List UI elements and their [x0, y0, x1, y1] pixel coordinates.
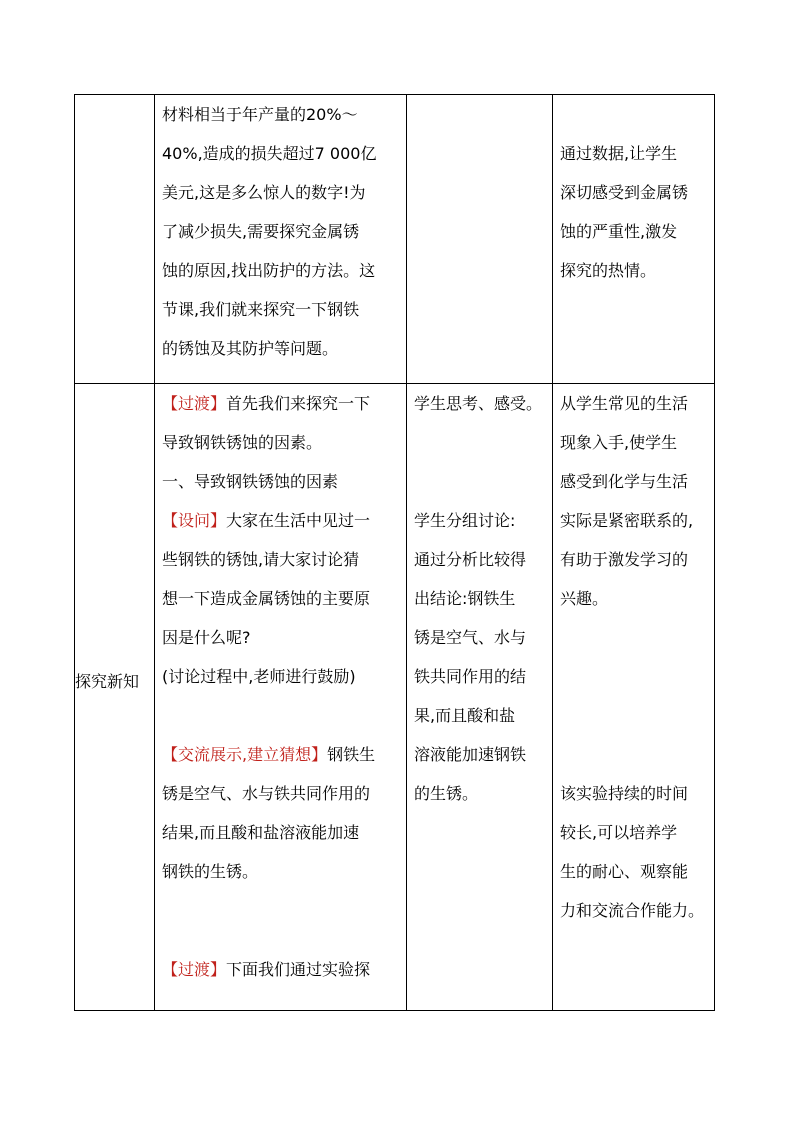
text-line: 较长,可以培养学: [560, 823, 678, 842]
text-line: 果,而且酸和盐: [414, 706, 516, 725]
text-line: 感受到化学与生活: [560, 472, 689, 491]
text-line: 现象入手,使学生: [560, 433, 678, 452]
text-line: 锈是空气、水与铁共同作用的: [162, 784, 371, 803]
text-line: (讨论过程中,老师进行鼓励): [162, 667, 356, 686]
text-line: 实际是紧密联系的,: [560, 511, 694, 530]
text-line: 从学生常见的生活: [560, 394, 689, 413]
text-span: 大家在生活中见过一: [226, 511, 371, 530]
design-intent-cell: [553, 384, 715, 1011]
teacher-activity-cell: [155, 384, 407, 1011]
text-line: 钢铁的生锈。: [162, 862, 259, 881]
text-line: 生的耐心、观察能: [560, 862, 689, 881]
text-line: 探究的热情。: [560, 261, 657, 280]
student-activity-cell: [407, 384, 553, 1011]
section-heading: 一、导致钢铁锈蚀的因素: [162, 472, 339, 491]
text-line: 深切感受到金属锈: [560, 183, 689, 202]
text-line: 通过数据,让学生: [560, 144, 678, 163]
text-line: 该实验持续的时间: [560, 784, 689, 803]
table-row: [75, 384, 715, 1011]
design-intent-cell: [553, 95, 715, 384]
teacher-activity-cell: [155, 95, 407, 384]
text-line: 蚀的原因,找出防护的方法。这: [162, 261, 376, 280]
text-line: 通过分析比较得: [414, 550, 527, 569]
text-line: 锈是空气、水与: [414, 628, 527, 647]
stage-cell: [75, 384, 155, 1011]
text-line: 些钢铁的锈蚀,请大家讨论猜: [162, 550, 360, 569]
text-line: [162, 735, 402, 774]
text-line: 的生锈。: [414, 784, 479, 803]
text-line: 了减少损失,需要探究金属锈: [162, 222, 360, 241]
text-span: 首先我们来探究一下: [226, 394, 371, 413]
lesson-plan-table: [74, 94, 715, 1011]
text-line: 铁共同作用的结: [414, 667, 527, 686]
table-row: [75, 95, 715, 384]
text-line: 出结论:钢铁生: [414, 589, 516, 608]
text-line: 结果,而且酸和盐溶液能加速: [162, 823, 360, 842]
text-span: 钢铁生: [327, 745, 376, 764]
question-tag: 【设问】: [162, 511, 227, 530]
text-line: 溶液能加速钢铁: [414, 745, 527, 764]
text-span: 下面我们通过实验探: [226, 960, 371, 979]
text-line: 学生分组讨论:: [414, 511, 516, 530]
transition-tag: 【过渡】: [162, 394, 227, 413]
text-line: [162, 384, 402, 423]
text-line: 兴趣。: [560, 589, 609, 608]
text-line: 力和交流合作能力。: [560, 901, 705, 920]
exchange-tag: 【交流展示,建立猜想】: [162, 745, 328, 764]
text-line: 的锈蚀及其防护等问题。: [162, 339, 339, 358]
text-line: 学生思考、感受。: [414, 394, 543, 413]
text-line: 40%,造成的损失超过7 000亿: [162, 144, 377, 163]
text-line: 美元,这是多么惊人的数字!为: [162, 183, 366, 202]
text-line: 蚀的严重性,激发: [560, 222, 678, 241]
transition-tag: 【过渡】: [162, 960, 227, 979]
text-line: [162, 950, 402, 989]
text-line: 有助于激发学习的: [560, 550, 689, 569]
stage-cell: [75, 95, 155, 384]
student-activity-cell: [407, 95, 553, 384]
text-line: 材料相当于年产量的20%～: [162, 105, 358, 124]
text-line: [162, 501, 402, 540]
stage-label: 探究新知: [75, 672, 140, 691]
text-line: 想一下造成金属锈蚀的主要原: [162, 589, 371, 608]
text-line: 因是什么呢?: [162, 628, 251, 647]
text-line: 导致钢铁锈蚀的因素。: [162, 433, 323, 452]
text-line: 节课,我们就来探究一下钢铁: [162, 300, 360, 319]
